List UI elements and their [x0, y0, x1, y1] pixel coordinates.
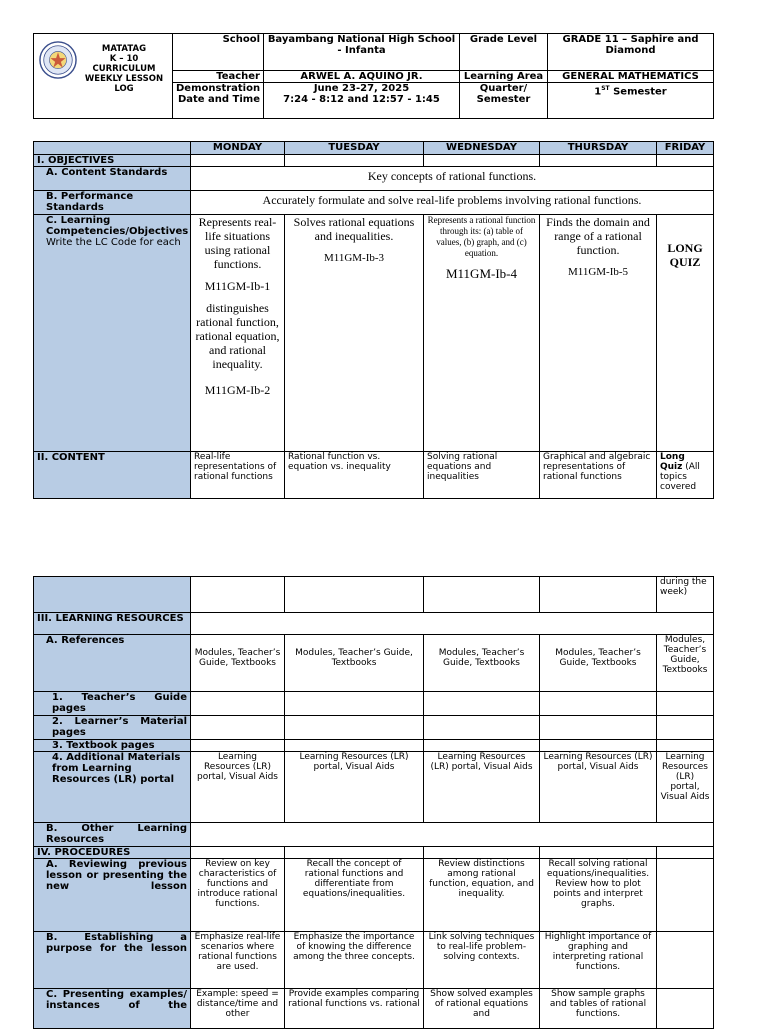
content-friday: Long Quiz (All topics covered [657, 452, 714, 499]
reviewing-thursday: Recall solving rational equations/inequalities. Review how to plot points and interpret graphs. [540, 859, 657, 932]
competency-monday: Represents real-life situations using rational functions. M11GM-Ib-1 distinguishes rational function, rational equation, and rational inequality. M11GM-Ib-2 [191, 215, 285, 452]
deped-seal-icon [39, 41, 77, 79]
additional-materials-label: 4. Additional Materials from Learning Resources (LR) portal [34, 752, 191, 823]
additional-tuesday: Learning Resources (LR) portal, Visual Aids [285, 752, 424, 823]
grade-label: Grade Level [460, 34, 548, 71]
purpose-wednesday: Link solving techniques to real-life problem-solving contexts. [424, 932, 540, 989]
competency-friday: LONG QUIZ [657, 215, 714, 452]
content-standards-value: Key concepts of rational functions. [191, 167, 714, 191]
references-monday: Modules, Teacher’s Guide, Textbooks [191, 635, 285, 692]
reviewing-label: A. Reviewing previous lesson or presenting the new lesson [34, 859, 191, 932]
additional-wednesday: Learning Resources (LR) portal, Visual Aids [424, 752, 540, 823]
school-value: Bayambang National High School - Infanta [264, 34, 460, 71]
teacher-value: ARWEL A. AQUINO JR. [264, 71, 460, 83]
grade-value: GRADE 11 – Saphire and Diamond [548, 34, 714, 71]
school-label: School [173, 34, 264, 71]
demo-label: Demonstration Date and Time [173, 83, 264, 119]
reviewing-wednesday: Review distinctions among rational function, equation, and inequality. [424, 859, 540, 932]
other-resources-label: B. Other Learning Resources [34, 823, 191, 847]
presenting-thursday: Show sample graphs and tables of rational functions. [540, 989, 657, 1029]
presenting-wednesday: Show solved examples of rational equations and [424, 989, 540, 1029]
learners-material-label: 2. Learner’s Material pages [34, 716, 191, 740]
performance-standards-label: B. Performance Standards [34, 191, 191, 215]
reviewing-monday: Review on key characteristics of functions and introduce rational functions. [191, 859, 285, 932]
content-thursday: Graphical and algebraic representations of rational functions [540, 452, 657, 499]
teachers-guide-label: 1. Teacher’s Guide pages [34, 692, 191, 716]
content-wednesday: Solving rational equations and inequalities [424, 452, 540, 499]
day-tuesday: TUESDAY [285, 142, 424, 155]
teacher-label: Teacher [173, 71, 264, 83]
purpose-label: B. Establishing a purpose for the lesson [34, 932, 191, 989]
competency-thursday: Finds the domain and range of a rational function. M11GM-Ib-5 [540, 215, 657, 452]
competencies-note: Write the LC Code for each [46, 237, 181, 248]
day-thursday: THURSDAY [540, 142, 657, 155]
competencies-label-cell [34, 215, 191, 452]
purpose-tuesday: Emphasize the importance of knowing the difference among the three concepts. [285, 932, 424, 989]
purpose-thursday: Highlight importance of graphing and interpreting rational functions. [540, 932, 657, 989]
references-label: A. References [34, 635, 191, 692]
references-wednesday: Modules, Teacher’s Guide, Textbooks [424, 635, 540, 692]
demo-value: June 23-27, 2025 7:24 - 8:12 and 12:57 - 1:45 [264, 83, 460, 119]
competency-tuesday: Solves rational equations and inequalities. M11GM-Ib-3 [285, 215, 424, 452]
area-label: Learning Area [460, 71, 548, 83]
curriculum-title: MATATAG K – 10 CURRICULUM WEEKLY LESSON LOG [84, 44, 164, 94]
resources-procedures-table [33, 576, 714, 1029]
objectives-title: I. OBJECTIVES [34, 155, 191, 167]
content-tuesday: Rational function vs. equation vs. inequality [285, 452, 424, 499]
textbook-pages-label: 3. Textbook pages [34, 740, 191, 752]
day-friday: FRIDAY [657, 142, 714, 155]
resources-title: III. LEARNING RESOURCES [34, 613, 191, 635]
header-table [33, 33, 714, 119]
content-standards-label: A. Content Standards [34, 167, 191, 191]
competency-wednesday: Represents a rational function through its: (a) table of values, (b) graph, and (c) equation. M11GM-Ib-4 [424, 215, 540, 452]
procedures-title: IV. PROCEDURES [34, 847, 191, 859]
corner-cell [34, 142, 191, 155]
purpose-monday: Emphasize real-life scenarios where rational functions are used. [191, 932, 285, 989]
objectives-table [33, 141, 714, 499]
additional-monday: Learning Resources (LR) portal, Visual Aids [191, 752, 285, 823]
references-friday: Modules, Teacher’s Guide, Textbooks [657, 635, 714, 692]
performance-standards-value: Accurately formulate and solve real-life problems involving rational functions. [191, 191, 714, 215]
content-label: II. CONTENT [34, 452, 191, 499]
content-monday: Real-life representations of rational functions [191, 452, 285, 499]
additional-thursday: Learning Resources (LR) portal, Visual Aids [540, 752, 657, 823]
area-value: GENERAL MATHEMATICS [548, 71, 714, 83]
day-wednesday: WEDNESDAY [424, 142, 540, 155]
quarter-value: 1ST Semester [548, 83, 714, 119]
presenting-tuesday: Provide examples comparing rational functions vs. rational [285, 989, 424, 1029]
day-monday: MONDAY [191, 142, 285, 155]
additional-friday: Learning Resources (LR) portal, Visual Aids [657, 752, 714, 823]
reviewing-tuesday: Recall the concept of rational functions and differentiate from equations/inequalities. [285, 859, 424, 932]
references-tuesday: Modules, Teacher’s Guide, Textbooks [285, 635, 424, 692]
presenting-monday: Example: speed = distance/time and other [191, 989, 285, 1029]
competencies-label: C. Learning Competencies/Objectives [46, 215, 189, 237]
quarter-label: Quarter/ Semester [460, 83, 548, 119]
presenting-label: C. Presenting examples/ instances of the [34, 989, 191, 1029]
references-thursday: Modules, Teacher’s Guide, Textbooks [540, 635, 657, 692]
content-friday-continued: during the week) [657, 577, 714, 613]
curriculum-cell [34, 34, 173, 119]
